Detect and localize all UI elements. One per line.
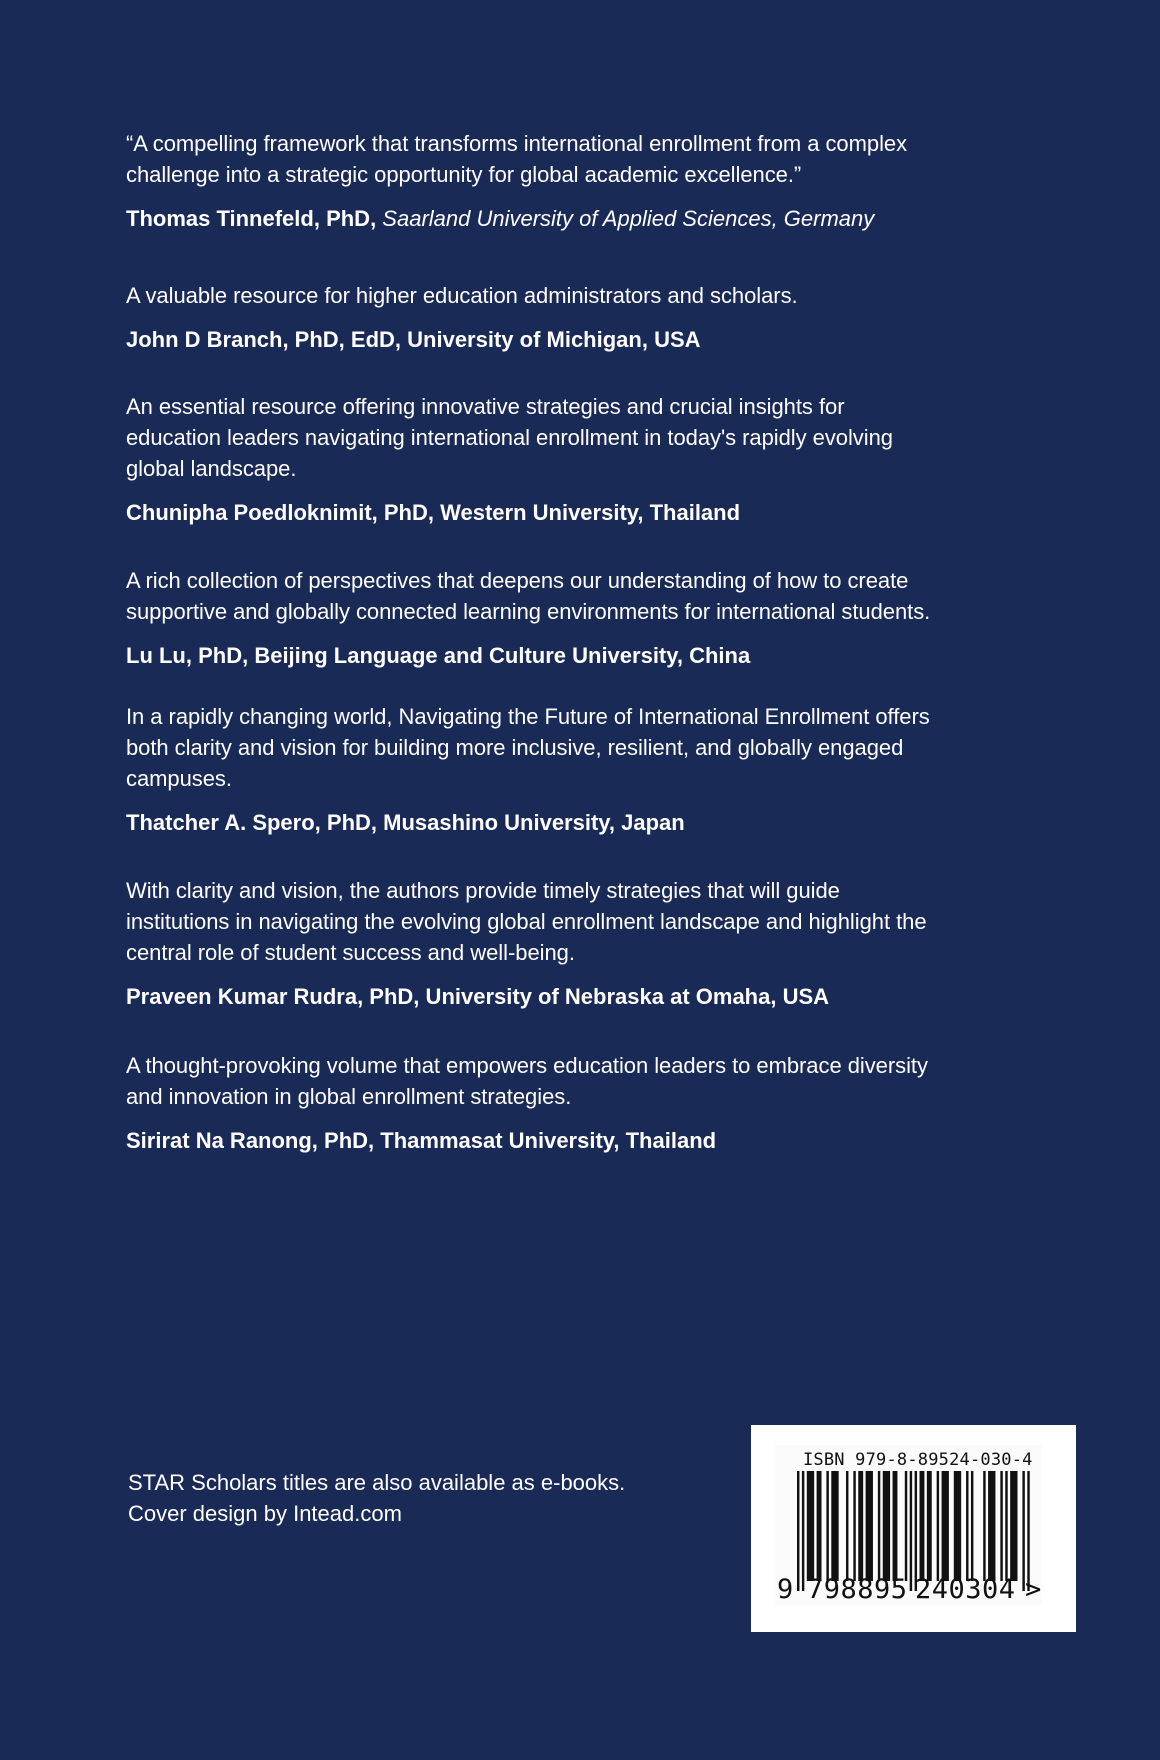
- endorsement: [126, 391, 1026, 528]
- endorser-name: Praveen Kumar Rudra, PhD,: [126, 984, 420, 1009]
- endorsement-quote-line: A rich collection of perspectives that deepens our understanding of how to create: [126, 568, 909, 593]
- endorsement: [126, 128, 1026, 234]
- endorsement-attribution: [126, 640, 1026, 671]
- endorsement-attribution: [126, 807, 1026, 838]
- endorsement-quote-line: An essential resource offering innovative strategies and crucial insights for: [126, 394, 845, 419]
- endorsement-quote-line: With clarity and vision, the authors provide timely strategies that will guide: [126, 878, 840, 903]
- endorser-affiliation: Thammasat University, Thailand: [374, 1128, 717, 1153]
- endorser-name: John D Branch, PhD, EdD,: [126, 327, 402, 352]
- endorsement-quote-line: central role of student success and well-being.: [126, 940, 575, 965]
- ean-left-group: 798895: [807, 1574, 908, 1605]
- endorsement-quote-line: A valuable resource for higher education administrators and scholars.: [126, 283, 798, 308]
- endorser-affiliation: University of Michigan, USA: [401, 327, 701, 352]
- endorsement-quote-line: and innovation in global enrollment strategies.: [126, 1084, 572, 1109]
- ebook-note: STAR Scholars titles are also available as e-books.: [128, 1470, 626, 1495]
- endorser-affiliation: University of Nebraska at Omaha, USA: [419, 984, 830, 1009]
- endorsement: [126, 565, 1026, 671]
- endorsement-attribution: [126, 981, 1026, 1012]
- endorsement-quote-line: campuses.: [126, 766, 232, 791]
- isbn-barcode: [751, 1425, 1076, 1632]
- endorser-affiliation: Musashino University, Japan: [377, 810, 685, 835]
- endorsement-quote-line: education leaders navigating international enrollment in today's rapidly evolving: [126, 425, 893, 450]
- footer-notes: [128, 1467, 625, 1529]
- endorsement-quote-line: global landscape.: [126, 456, 297, 481]
- endorser-name: Sirirat Na Ranong, PhD,: [126, 1128, 375, 1153]
- endorsement-attribution: [126, 497, 1026, 528]
- endorsement: [126, 280, 1026, 355]
- endorsement: [126, 1050, 1026, 1156]
- endorser-name: Chunipha Poedloknimit, PhD,: [126, 500, 434, 525]
- endorsement: [126, 875, 1026, 1012]
- endorsement-quote-line: “A compelling framework that transforms international enrollment from a complex: [126, 131, 908, 156]
- endorsement-attribution: [126, 1125, 1026, 1156]
- endorser-name: Lu Lu, PhD,: [126, 643, 249, 668]
- endorsement: [126, 701, 1026, 838]
- endorsement-attribution: [126, 203, 1026, 234]
- endorser-affiliation: Western University, Thailand: [434, 500, 741, 525]
- endorser-affiliation: Saarland University of Applied Sciences, Germany: [376, 206, 875, 231]
- endorsement-quote-line: supportive and globally connected learning environments for international students.: [126, 599, 931, 624]
- endorsement-quote-line: both clarity and vision for building more inclusive, resilient, and globally engaged: [126, 735, 904, 760]
- endorsement-quote-line: In a rapidly changing world, Navigating the Future of International Enrollment offers: [126, 704, 930, 729]
- endorser-name: Thomas Tinnefeld, PhD,: [126, 206, 377, 231]
- quiet-zone-mark: >: [1025, 1574, 1042, 1605]
- barcode-area: [775, 1445, 1042, 1605]
- endorsement-quote-line: challenge into a strategic opportunity for global academic excellence.”: [126, 162, 802, 187]
- endorsement-attribution: [126, 324, 1026, 355]
- ean-first-digit: 9: [777, 1574, 794, 1605]
- isbn-label: ISBN 979-8-89524-030-4: [803, 1450, 1033, 1470]
- cover-credit: Cover design by Intead.com: [128, 1501, 402, 1526]
- endorser-name: Thatcher A. Spero, PhD,: [126, 810, 378, 835]
- ean-right-group: 240304: [915, 1574, 1016, 1605]
- endorsement-quote-line: A thought-provoking volume that empowers education leaders to embrace diversity: [126, 1053, 928, 1078]
- endorsement-quote-line: institutions in navigating the evolving global enrollment landscape and highlight the: [126, 909, 927, 934]
- endorser-affiliation: Beijing Language and Culture University, China: [248, 643, 751, 668]
